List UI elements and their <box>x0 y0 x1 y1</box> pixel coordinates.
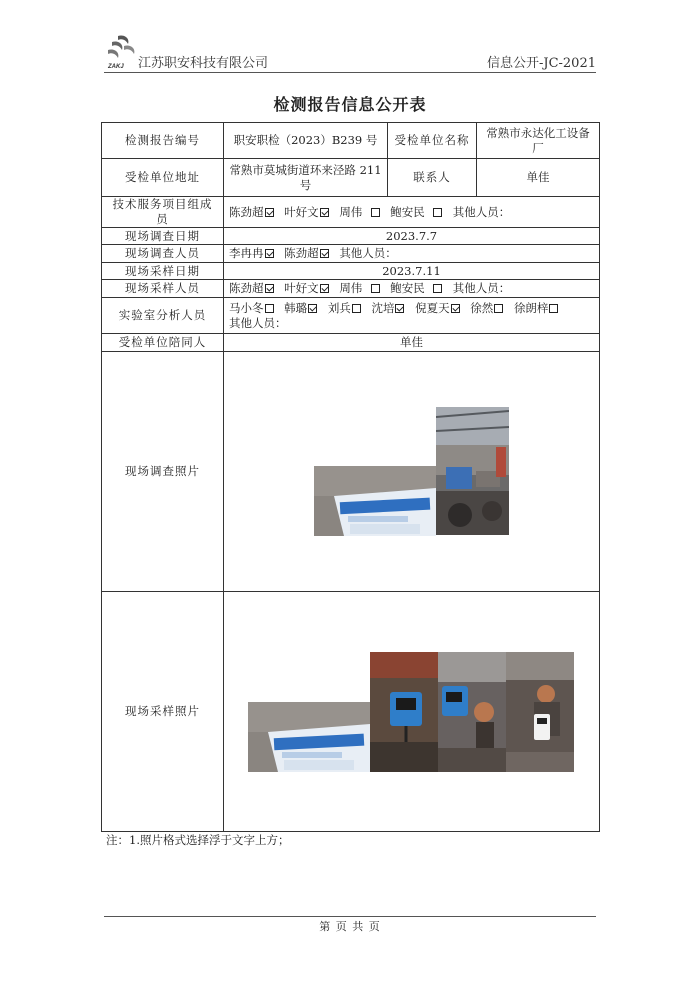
checkbox-unchecked-icon <box>371 284 380 293</box>
survey-photo-label: 现场调查照片 <box>102 352 224 592</box>
contact-label: 联系人 <box>388 159 477 197</box>
footer-divider <box>104 916 596 917</box>
company-name: 江苏职安科技有限公司 <box>138 56 269 71</box>
escort-label: 受检单位陪同人 <box>102 334 224 352</box>
surveyors-label: 现场调查人员 <box>102 245 224 263</box>
sample-date-label: 现场采样日期 <box>102 263 224 280</box>
unit-address-label: 受检单位地址 <box>102 159 224 197</box>
sample-photo-label: 现场采样照片 <box>102 592 224 832</box>
checkbox-unchecked-icon <box>433 208 442 217</box>
table-row <box>102 352 600 592</box>
footnote: 注：1.照片格式选择浮于文字上方； <box>106 833 290 847</box>
survey-photo-sign <box>314 466 436 536</box>
checkbox-checked-icon <box>265 208 274 217</box>
sample-photo-meter <box>506 652 574 772</box>
table-row <box>102 263 600 280</box>
report-no-value: 职安职检（2023）B239 号 <box>224 123 388 159</box>
sample-photo-pump-1 <box>370 652 438 772</box>
contact-value: 单佳 <box>477 159 600 197</box>
unit-address-value: 常熟市莫城街道环来泾路 211 号 <box>224 159 388 197</box>
table-row <box>102 123 600 159</box>
team-label: 技术服务项目组成员 <box>102 197 224 228</box>
checkbox-unchecked-icon <box>265 304 274 313</box>
survey-photo-workshop <box>436 407 509 535</box>
survey-photo-cell <box>224 352 600 592</box>
samplers-members: 陈劲超 叶好文 周伟 鲍安民 其他人员： <box>224 280 600 298</box>
page-header <box>104 30 596 73</box>
table-row <box>102 197 600 228</box>
sample-date-value: 2023.7.11 <box>224 263 600 280</box>
report-info-table <box>101 122 600 832</box>
table-row <box>102 334 600 352</box>
unit-name-label: 受检单位名称 <box>388 123 477 159</box>
table-row <box>102 159 600 197</box>
page-title: 检测报告信息公开表 <box>273 95 427 114</box>
unit-name-value: 常熟市永达化工设备厂 <box>477 123 600 159</box>
sample-photo-sign <box>248 702 370 772</box>
company-logo <box>104 32 140 70</box>
samplers-label: 现场采样人员 <box>102 280 224 298</box>
surveyors-members: 李冉冉 陈劲超 其他人员： <box>224 245 600 263</box>
table-row <box>102 298 600 334</box>
checkbox-unchecked-icon <box>433 284 442 293</box>
checkbox-checked-icon <box>320 284 329 293</box>
table-row <box>102 592 600 832</box>
table-row <box>102 228 600 245</box>
table-row <box>102 280 600 298</box>
checkbox-checked-icon <box>451 304 460 313</box>
checkbox-checked-icon <box>320 249 329 258</box>
checkbox-unchecked-icon <box>549 304 558 313</box>
svg-text:ZAKJ: ZAKJ <box>108 64 124 70</box>
checkbox-unchecked-icon <box>352 304 361 313</box>
survey-date-value: 2023.7.7 <box>224 228 600 245</box>
table-row <box>102 245 600 263</box>
sample-photo-pump-2 <box>438 652 506 772</box>
checkbox-checked-icon <box>395 304 404 313</box>
team-members: 陈劲超 叶好文 周伟 鲍安民 其他人员： <box>224 197 600 228</box>
lab-members: 马小冬 韩璐 刘兵 沈培 倪夏天 徐然 徐朗梓 其他人员： <box>224 298 600 334</box>
checkbox-checked-icon <box>265 249 274 258</box>
checkbox-unchecked-icon <box>494 304 503 313</box>
checkbox-checked-icon <box>320 208 329 217</box>
lab-label: 实验室分析人员 <box>102 298 224 334</box>
survey-date-label: 现场调查日期 <box>102 228 224 245</box>
report-no-label: 检测报告编号 <box>102 123 224 159</box>
checkbox-checked-icon <box>265 284 274 293</box>
document-code: 信息公开-JC-2021 <box>486 56 596 71</box>
checkbox-checked-icon <box>308 304 317 313</box>
checkbox-unchecked-icon <box>371 208 380 217</box>
page-number: 第 页 共 页 <box>319 920 381 933</box>
escort-value: 单佳 <box>224 334 600 352</box>
sample-photo-cell <box>224 592 600 832</box>
